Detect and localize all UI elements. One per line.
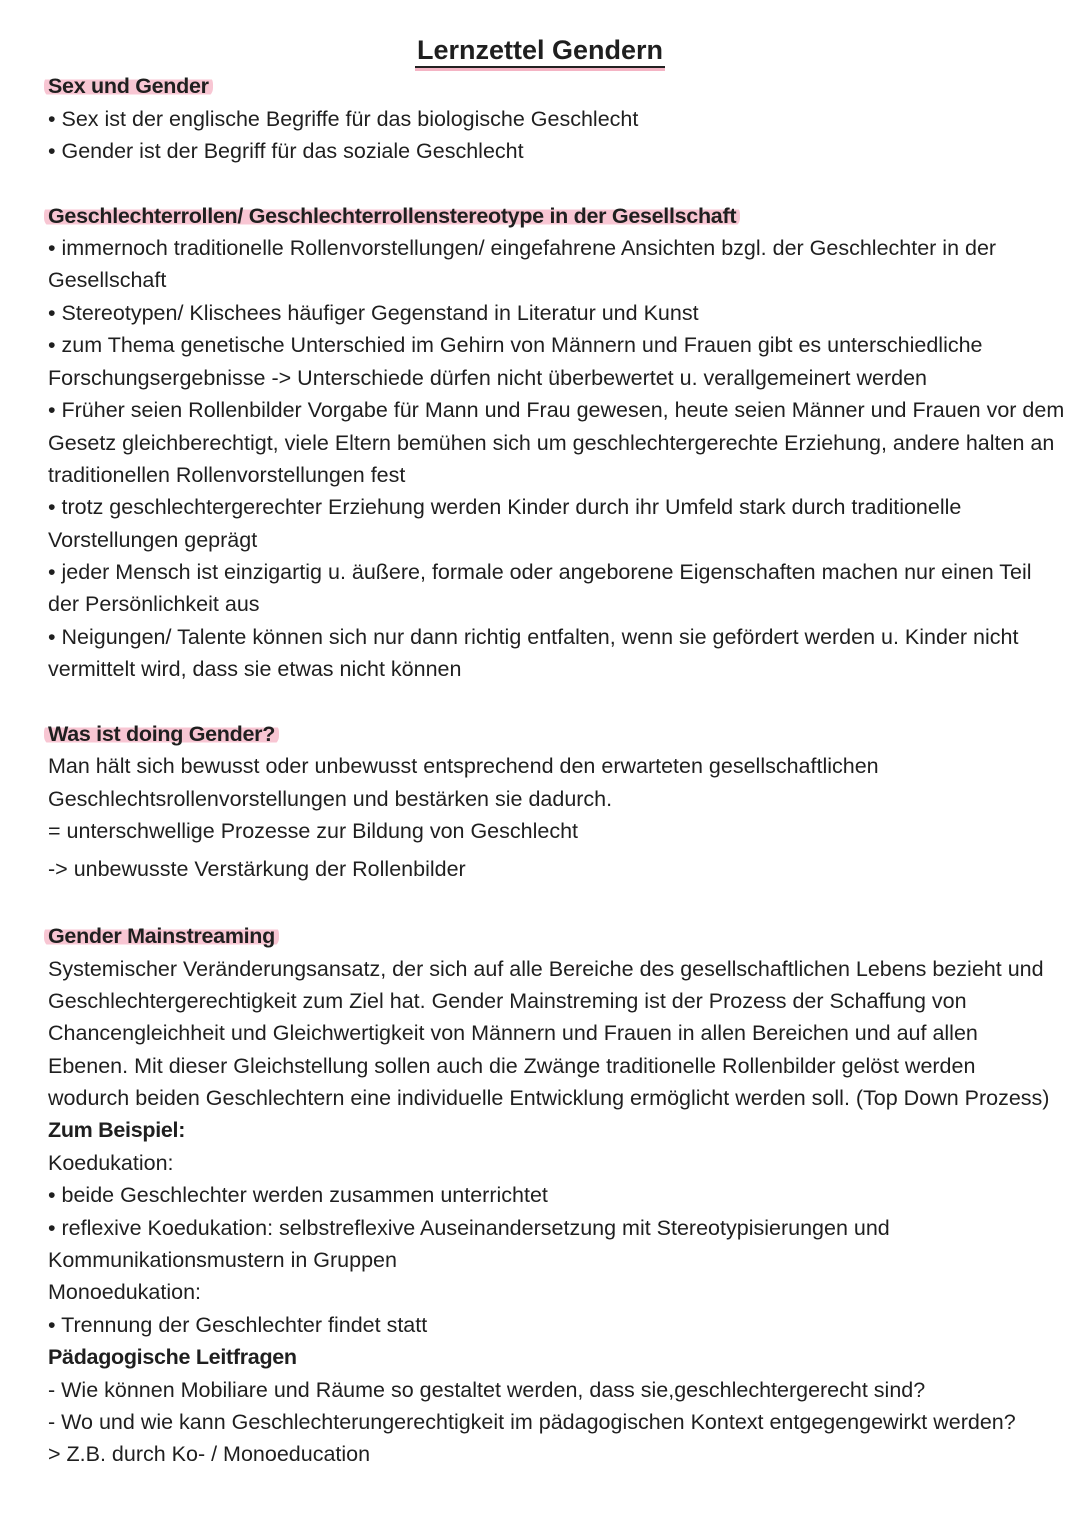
text-line: • Neigungen/ Talente können sich nur dann richtig entfalten, wenn sie gefördert werden u. Kinder nicht [48,625,1019,649]
text-line: Ebenen. Mit dieser Gleichstellung sollen auch die Zwänge traditionelle Rollenbilder gelöst werden [48,1054,976,1078]
text-line: der Persönlichkeit aus [48,592,260,616]
section-heading-mainstreaming [48,920,1038,952]
text-line: • Sex ist der englische Begriffe für das biologische Geschlecht [48,107,639,131]
subheading-example: Zum Beispiel: [48,1118,186,1142]
text-line: • Trennung der Geschlechter findet statt [48,1313,428,1337]
text-line: Kommunikationsmustern in Gruppen [48,1248,397,1272]
text-line: traditionellen Rollenvorstellungen fest [48,463,406,487]
text-line: Forschungsergebnisse -> Unterschiede dürfen nicht überbewertet u. verallgemeinert werden [48,366,927,390]
text-line: • beide Geschlechter werden zusammen unterrichtet [48,1183,548,1207]
text-line: Koedukation: [48,1151,174,1175]
text-line: Monoedukation: [48,1280,201,1304]
text-line: Vorstellungen geprägt [48,528,258,552]
heading-text: Gender Mainstreaming [44,924,279,948]
text-line: > Z.B. durch Ko- / Monoeducation [48,1442,371,1466]
text-line: Systemischer Veränderungsansatz, der sich auf alle Bereiche des gesellschaftlichen Lebens bezieht und [48,957,1044,981]
text-line: -> unbewusste Verstärkung der Rollenbilder [48,857,466,881]
section-heading-doing-gender [48,718,1038,750]
text-line: • trotz geschlechtergerechter Erziehung werden Kinder durch ihr Umfeld stark durch traditionelle [48,495,962,519]
text-line: • zum Thema genetische Unterschied im Gehirn von Männern und Frauen gibt es unterschiedliche [48,333,983,357]
heading-text: Geschlechterrollen/ Geschlechterrollenstereotype in der Gesellschaft [44,204,740,228]
page-title [0,30,1080,70]
text-line: Gesellschaft [48,268,167,292]
text-line: • Gender ist der Begriff für das soziale Geschlecht [48,139,524,163]
page-title-text: Lernzettel Gendern [415,34,665,68]
text-line: • Früher seien Rollenbilder Vorgabe für Mann und Frau gewesen, heute seien Männer und Frauen vor dem [48,398,1065,422]
text-line: = unterschwellige Prozesse zur Bildung von Geschlecht [48,819,579,843]
text-line: • immernoch traditionelle Rollenvorstellungen/ eingefahrene Ansichten bzgl. der Geschlechter in der [48,236,997,260]
text-line: vermittelt wird, dass sie etwas nicht können [48,657,462,681]
text-line: wodurch beiden Geschlechtern eine individuelle Entwicklung ermöglicht werden soll. (Top Down Prozess) [48,1086,1050,1110]
subheading-questions: Pädagogische Leitfragen [48,1345,297,1369]
text-line: - Wie können Mobiliare und Räume so gestaltet werden, dass sie,geschlechtergerecht sind? [48,1378,926,1402]
section-heading-sex-gender [48,70,1038,102]
text-line: • Stereotypen/ Klischees häufiger Gegenstand in Literatur und Kunst [48,301,699,325]
text-line: Geschlechtsrollenvorstellungen und bestärken sie dadurch. [48,787,613,811]
text-line: Chancengleichheit und Gleichwertigkeit von Männern und Frauen in allen Bereichen und auf allen [48,1021,978,1045]
heading-text: Was ist doing Gender? [44,722,279,746]
text-line: Gesetz gleichberechtigt, viele Eltern bemühen sich um geschlechtergerechte Erziehung, andere halten an [48,431,1055,455]
section-heading-rollen [48,200,1038,232]
text-line: - Wo und wie kann Geschlechterungerechtigkeit im pädagogischen Kontext entgegengewirkt werden? [48,1410,1016,1434]
text-line: Geschlechtergerechtigkeit zum Ziel hat. Gender Mainstreming ist der Prozess der Schaffung von [48,989,967,1013]
text-line: Man hält sich bewusst oder unbewusst entsprechend den erwarteten gesellschaftlichen [48,754,879,778]
heading-text: Sex und Gender [44,74,213,98]
text-line: • reflexive Koedukation: selbstreflexive Auseinandersetzung mit Stereotypisierungen und [48,1216,890,1240]
text-line: • jeder Mensch ist einzigartig u. äußere, formale oder angeborene Eigenschaften machen nur einen Teil [48,560,1032,584]
